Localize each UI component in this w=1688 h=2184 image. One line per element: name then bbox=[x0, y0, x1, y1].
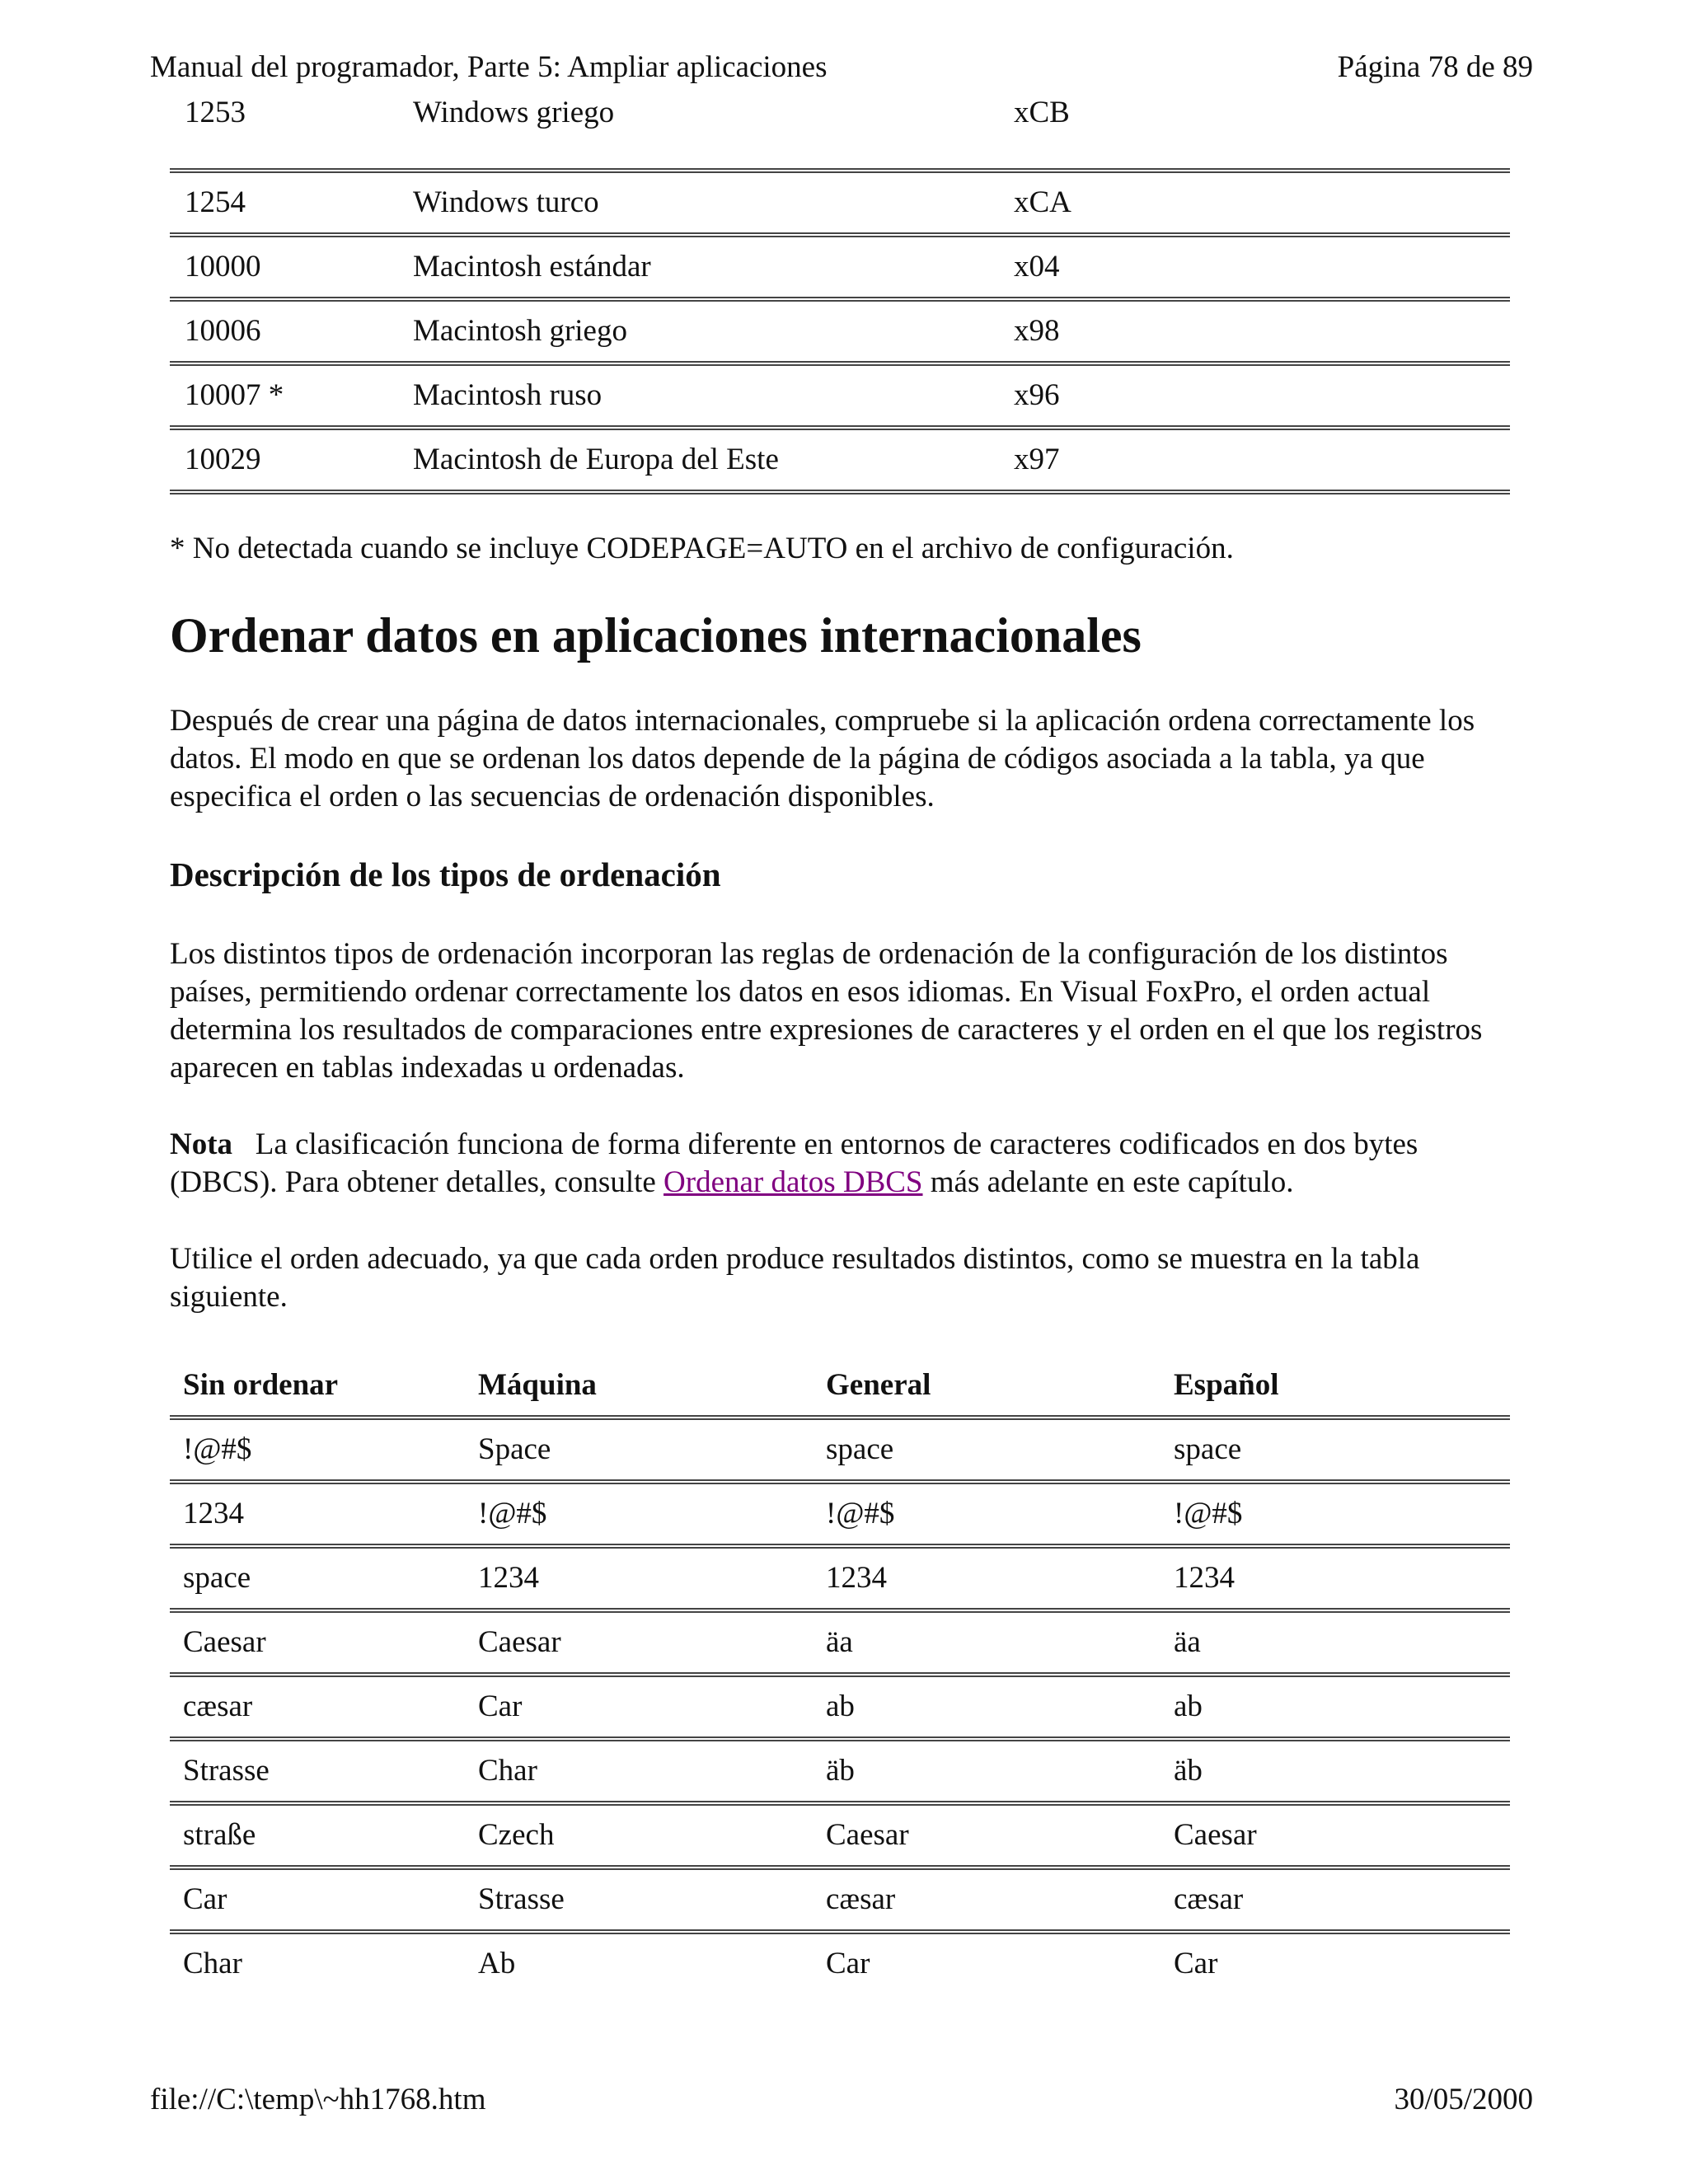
table-row bbox=[170, 366, 1510, 425]
column-header: General bbox=[826, 1368, 931, 1402]
cell-general: space bbox=[826, 1432, 894, 1466]
cell-general: ab bbox=[826, 1690, 855, 1723]
table-row bbox=[170, 302, 1510, 361]
cell-unsorted: Caesar bbox=[183, 1625, 266, 1659]
section-title: Ordenar datos en aplicaciones internacionales bbox=[170, 608, 1142, 663]
cell-machine: Space bbox=[478, 1432, 551, 1466]
codepage-table bbox=[170, 168, 1510, 494]
cut-row-name: Windows griego bbox=[413, 96, 615, 129]
subsection-title: Descripción de los tipos de ordenación bbox=[170, 855, 721, 893]
table-header-row bbox=[170, 1356, 1510, 1415]
cut-row-value: xCB bbox=[1014, 96, 1070, 129]
table-row bbox=[170, 1870, 1510, 1929]
note-text: La clasificación funciona de forma diferente en entornos de caracteres codificados en dos bytes (DBCS). Para obtener detalles, consulte bbox=[170, 1127, 1418, 1199]
sort-order-table bbox=[170, 1356, 1510, 1994]
cell-spanish: space bbox=[1174, 1432, 1242, 1466]
codepage-name: Macintosh de Europa del Este bbox=[413, 443, 779, 476]
codepage-value: xCA bbox=[1014, 185, 1071, 219]
codepage-code: 10006 bbox=[185, 314, 261, 348]
cell-machine: Ab bbox=[478, 1947, 516, 1980]
codepage-table-cut-row bbox=[170, 96, 1510, 173]
table-row bbox=[170, 430, 1510, 490]
table-row bbox=[170, 1806, 1510, 1865]
table-row bbox=[170, 1741, 1510, 1801]
cell-unsorted: Char bbox=[183, 1947, 242, 1980]
cell-spanish: cæsar bbox=[1174, 1882, 1244, 1916]
cell-unsorted: 1234 bbox=[183, 1497, 244, 1530]
cell-spanish: !@#$ bbox=[1174, 1497, 1243, 1530]
cell-machine: Czech bbox=[478, 1818, 555, 1852]
column-header: Sin ordenar bbox=[183, 1368, 339, 1402]
table-row bbox=[170, 237, 1510, 297]
codepage-name: Macintosh estándar bbox=[413, 250, 651, 284]
cell-spanish: Caesar bbox=[1174, 1818, 1257, 1852]
cell-spanish: ab bbox=[1174, 1690, 1203, 1723]
cell-general: äa bbox=[826, 1625, 853, 1659]
note-label: Nota bbox=[170, 1127, 233, 1161]
cell-spanish: Car bbox=[1174, 1947, 1218, 1980]
table-row bbox=[170, 1549, 1510, 1608]
cell-unsorted: !@#$ bbox=[183, 1432, 252, 1466]
footer-file-path: file://C:\temp\~hh1768.htm bbox=[150, 2083, 486, 2116]
cell-machine: !@#$ bbox=[478, 1497, 547, 1530]
paragraph-sort-order: Utilice el orden adecuado, ya que cada orden produce resultados distintos, como se muestra en la tabla siguiente. bbox=[170, 1242, 1420, 1314]
header-title: Manual del programador, Parte 5: Ampliar aplicaciones bbox=[150, 50, 828, 84]
column-header: Máquina bbox=[478, 1368, 597, 1402]
table-row bbox=[170, 1934, 1510, 1994]
cell-machine: Caesar bbox=[478, 1625, 561, 1659]
cell-unsorted: cæsar bbox=[183, 1690, 253, 1723]
column-header: Español bbox=[1174, 1368, 1279, 1402]
paragraph-sort-types: Los distintos tipos de ordenación incorporan las reglas de ordenación de la configuración de los distintos países, permitiendo ordenar correctamente los datos en esos idiomas. En Visual FoxPro, el orden actual determina los resultados de comparaciones entre expresiones de caracteres y el orden en el que los registros aparecen en tablas indexadas u ordenadas. bbox=[170, 937, 1483, 1085]
cell-unsorted: straße bbox=[183, 1818, 256, 1852]
page-number: Página 78 de 89 bbox=[1337, 50, 1533, 84]
codepage-code: 10000 bbox=[185, 250, 261, 284]
table-row bbox=[170, 1613, 1510, 1672]
cell-unsorted: Car bbox=[183, 1882, 227, 1916]
cell-machine: Car bbox=[478, 1690, 523, 1723]
cell-machine: 1234 bbox=[478, 1561, 539, 1595]
codepage-value: x98 bbox=[1014, 314, 1060, 348]
cell-unsorted: space bbox=[183, 1561, 251, 1595]
cell-general: äb bbox=[826, 1754, 855, 1788]
codepage-name: Windows turco bbox=[413, 185, 599, 219]
cell-general: cæsar bbox=[826, 1882, 896, 1916]
cell-general: 1234 bbox=[826, 1561, 887, 1595]
table-divider bbox=[170, 490, 1510, 494]
paragraph-intro: Después de crear una página de datos internacionales, compruebe si la aplicación ordena correctamente los datos. El modo en que se ordenan los datos depende de la página de códigos asociada a la tabla, ya que especifica el orden o las secuencias de ordenación disponibles. bbox=[170, 704, 1475, 813]
codepage-code: 10007 * bbox=[185, 378, 284, 412]
cell-machine: Strasse bbox=[478, 1882, 565, 1916]
codepage-value: x97 bbox=[1014, 443, 1060, 476]
codepage-name: Macintosh griego bbox=[413, 314, 627, 348]
cell-spanish: 1234 bbox=[1174, 1561, 1235, 1595]
cell-spanish: äb bbox=[1174, 1754, 1203, 1788]
table-row bbox=[170, 1484, 1510, 1544]
cell-unsorted: Strasse bbox=[183, 1754, 270, 1788]
note-paragraph bbox=[170, 1126, 1522, 1202]
footer-date: 30/05/2000 bbox=[1394, 2083, 1533, 2116]
dbcs-sort-link[interactable]: Ordenar datos DBCS bbox=[663, 1165, 923, 1199]
cell-general: Car bbox=[826, 1947, 870, 1980]
note-text-after: más adelante en este capítulo. bbox=[930, 1165, 1294, 1199]
codepage-name: Macintosh ruso bbox=[413, 378, 603, 412]
cell-general: Caesar bbox=[826, 1818, 909, 1852]
cell-machine: Char bbox=[478, 1754, 537, 1788]
codepage-value: x04 bbox=[1014, 250, 1060, 284]
cell-spanish: äa bbox=[1174, 1625, 1201, 1659]
table-row bbox=[170, 1420, 1510, 1479]
codepage-code: 10029 bbox=[185, 443, 261, 476]
cut-row-code: 1253 bbox=[185, 96, 246, 129]
footnote: * No detectada cuando se incluye CODEPAGE=AUTO en el archivo de configuración. bbox=[170, 532, 1234, 565]
table-row bbox=[170, 1677, 1510, 1736]
codepage-value: x96 bbox=[1014, 378, 1060, 412]
codepage-code: 1254 bbox=[185, 185, 246, 219]
cell-general: !@#$ bbox=[826, 1497, 895, 1530]
table-row bbox=[170, 173, 1510, 232]
